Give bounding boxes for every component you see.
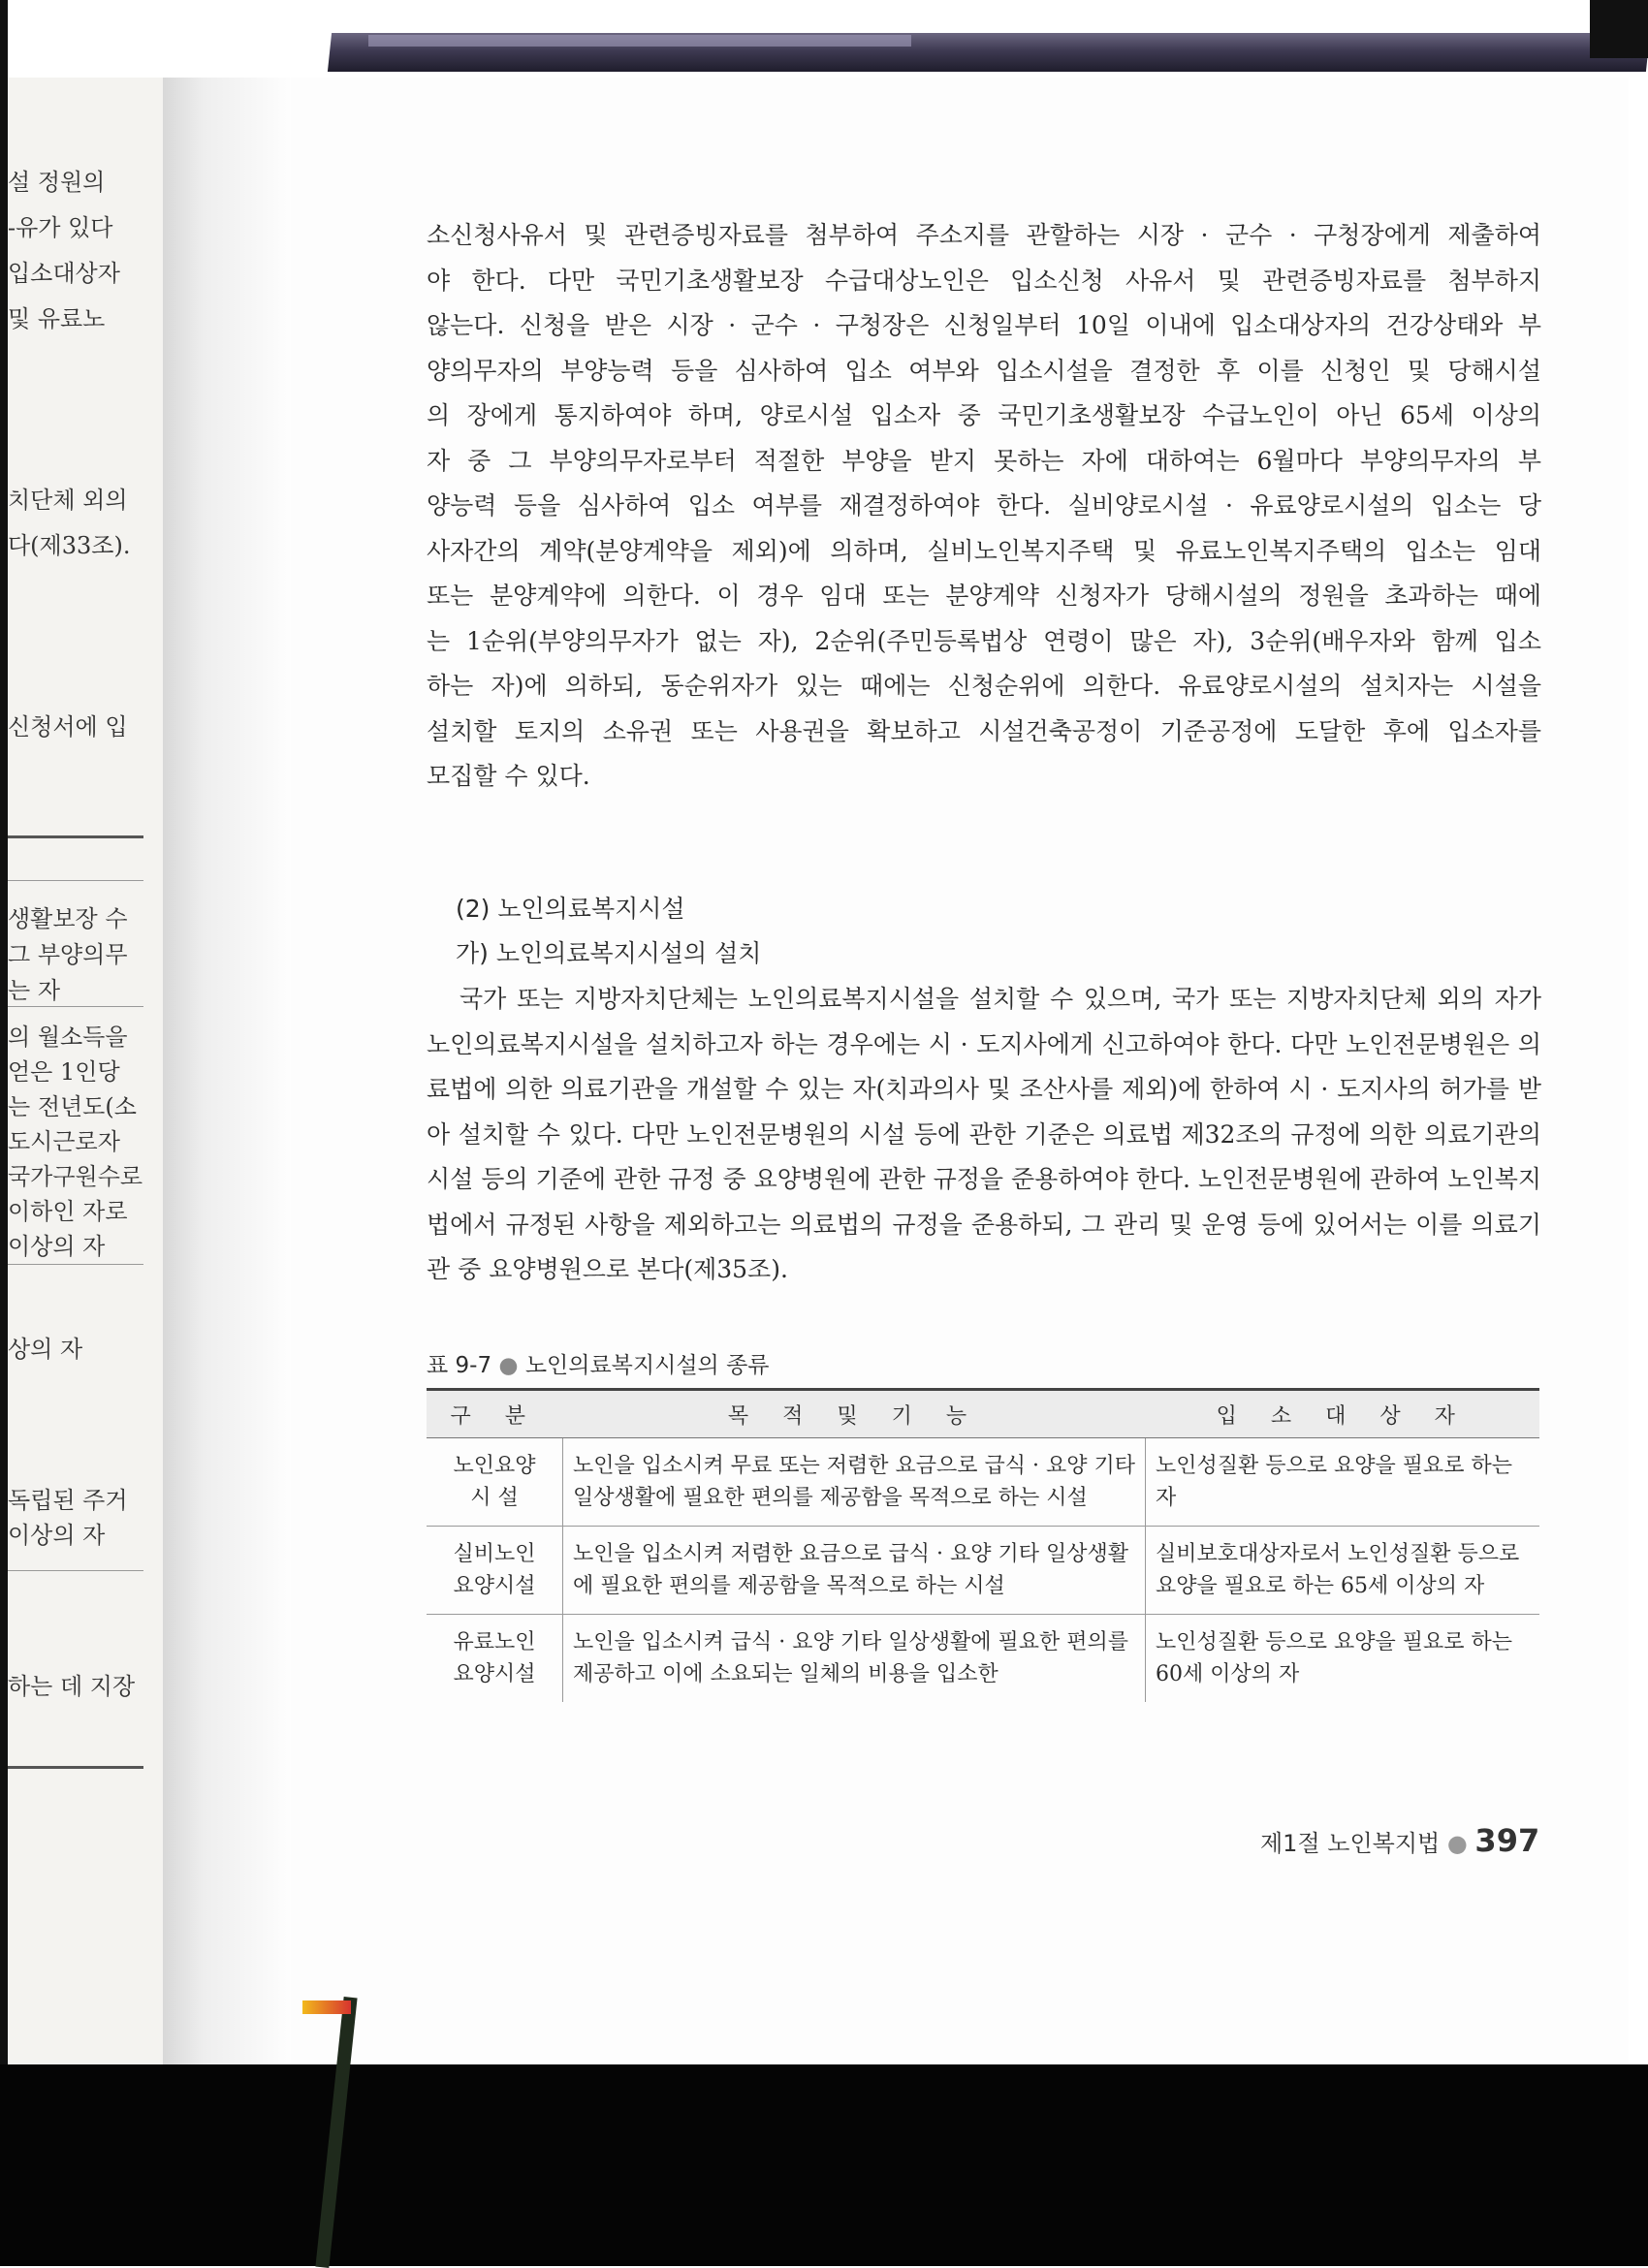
body-line: 는 1순위(부양의무자가 없는 자), 2순위(주민등록법상 연령이 많은 자), 3순위(배우자와 함께 입소 — [427, 626, 1541, 655]
table-number: 표 9-7 — [427, 1353, 492, 1378]
left-page-line: 생활보장 수 — [8, 905, 128, 932]
facility-types-table — [427, 1388, 1539, 1702]
table-row — [427, 1527, 1539, 1615]
cell-purpose: 노인을 입소시켜 저렴한 요금으로 급식 · 요양 기타 일상생활에 필요한 편의를 제공함을 목적으로 하는 시설 — [563, 1527, 1146, 1615]
left-page-line: 상의 자 — [8, 1336, 83, 1363]
body-line: 소신청사유서 및 관련증빙자료를 첨부하여 주소지를 관할하는 시장 · 군수 · 구청장에게 제출하여 — [427, 221, 1541, 249]
left-page-line: 도시근로자 — [8, 1128, 120, 1155]
body-line: 사자간의 계약(분양계약을 제외)에 의하며, 실비노인복지주택 및 유료노인복지주택의 입소는 임대 — [427, 536, 1541, 565]
cell-purpose: 노인을 입소시켜 급식 · 요양 기타 일상생활에 필요한 편의를 제공하고 이에 소요되는 일체의 비용을 입소한 — [563, 1615, 1146, 1703]
scan-edge-left — [0, 0, 8, 2064]
left-page-rule — [8, 1766, 143, 1769]
cell-purpose: 노인을 입소시켜 무료 또는 저렴한 요금으로 급식 · 요양 기타 일상생활에 필요한 편의를 제공함을 목적으로 하는 시설 — [563, 1438, 1146, 1527]
left-page-line: 신청서에 입 — [8, 713, 128, 740]
left-page-line: 다(제33조). — [8, 532, 131, 559]
cell-target: 노인성질환 등으로 요양을 필요로 하는 60세 이상의 자 — [1156, 1630, 1513, 1686]
left-page-rule — [8, 1264, 143, 1265]
left-page-line: 이하인 자로 — [8, 1198, 128, 1225]
left-page-line: 하는 데 지장 — [8, 1673, 136, 1700]
cell-category: 유료노인 요양시설 — [427, 1615, 563, 1703]
column-header-purpose: 목 적 및 기 능 — [563, 1390, 1146, 1438]
cell-target: 실비보호대상자로서 노인성질환 등으로 요양을 필요로 하는 65세 이상의 자 — [1146, 1527, 1540, 1615]
body-line: 모집할 수 있다. — [427, 762, 590, 790]
body-line: 또는 분양계약에 의한다. 이 경우 임대 또는 분양계약 신청자가 당해시설의 정원을 초과하는 때에 — [427, 582, 1541, 610]
left-page-line: 및 유료노 — [8, 305, 106, 332]
left-page-rule — [8, 880, 143, 881]
left-page-line: 의 월소득을 — [8, 1024, 128, 1051]
table-title: 노인의료복지시설의 종류 — [524, 1353, 770, 1378]
cell-category: 실비노인 요양시설 — [427, 1527, 563, 1615]
scan-corner — [1590, 0, 1648, 58]
headband — [302, 2000, 351, 2014]
section-heading: (2) 노인의료복지시설 — [456, 895, 685, 923]
left-page-line: 치단체 외의 — [8, 487, 128, 514]
body-line: 의 장에게 통지하여야 하며, 양로시설 입소자 중 국민기초생활보장 수급노인이 아닌 65세 이상의 — [427, 401, 1541, 429]
table-caption — [427, 1347, 770, 1379]
left-page-line: 국가구원수로 — [8, 1163, 143, 1190]
left-page-line: 독립된 주거 — [8, 1487, 128, 1514]
body-line: 자 중 그 부양의무자로부터 적절한 부양을 받지 못하는 자에 대하여는 6월마다 부양의무자의 부 — [427, 446, 1541, 475]
body-line: 설치할 토지의 소유권 또는 사용권을 확보하고 시설건축공정이 기준공정에 도달한 후에 입소자를 — [427, 716, 1541, 745]
column-header-target: 입 소 대 상 자 — [1146, 1390, 1540, 1438]
left-page-rule — [8, 1006, 143, 1007]
table-row — [427, 1438, 1539, 1527]
table-header-row — [427, 1390, 1539, 1438]
column-header-category: 구 분 — [427, 1390, 563, 1438]
left-page-line: 얻은 1인당 — [8, 1058, 120, 1086]
body-line: 야 한다. 다만 국민기초생활보장 수급대상노인은 입소신청 사유서 및 관련증빙자료를 첨부하지 — [427, 266, 1541, 295]
left-page-line: 이상의 자 — [8, 1233, 106, 1260]
left-page-line: 이상의 자 — [8, 1522, 106, 1549]
cell-category: 노인요양 시 설 — [427, 1438, 563, 1527]
book-cover-highlight — [368, 35, 911, 47]
body-line: 않는다. 신청을 받은 시장 · 군수 · 구청장은 신청일부터 10일 이내에 입소대상자의 건강상태와 부 — [427, 311, 1541, 339]
body-line: 양능력 등을 심사하여 입소 여부를 재결정하여야 한다. 실비양로시설 · 유료양로시설의 입소는 당 — [427, 491, 1541, 520]
scan-background — [0, 2064, 1648, 2266]
left-page-line: -유가 있다 — [8, 214, 113, 241]
body-line: 양의무자의 부양능력 등을 심사하여 입소 여부와 입소시설을 결정한 후 이를 신청인 및 당해시설 — [427, 356, 1541, 385]
left-page-rule — [8, 835, 143, 838]
subsection-heading: 가) 노인의료복지시설의 설치 — [456, 939, 762, 967]
table-row — [427, 1615, 1539, 1703]
page-number: 397 — [1474, 1822, 1540, 1859]
left-page-line: 는 전년도(소 — [8, 1093, 137, 1120]
bullet-icon: ● — [1446, 1830, 1468, 1857]
body-paragraph-2: 국가 또는 지방자치단체는 노인의료복지시설을 설치할 수 있으며, 국가 또는 지방자치단체 외의 자가 노인의료복지시설을 설치하고자 하는 경우에는 시 · 도지사에게 신고하여야 한다. 다만 노인전문병원은 의료법에 의한 의료기관을 개설할 수 있는 자(치과의사 및 조산사를 제외)에 한하여 시 · 도지사의 허가를 받아 설치할 수 있다. 다만 노인전문병원의 시설 등에 관한 기준은 의료법 제32조의 규정에 의한 의료기관의 시설 등의 기준에 관한 규정 중 요양병원에 관한 규정을 준용하여야 한다. 노인전문병원에 관하여 노인복지법에서 규정된 사항을 제외하고는 의료법의 규정을 준용하되, 그 관리 및 운영 등에 있어서는 이를 의료기관 중 요양병원으로 본다(제35조). — [427, 985, 1541, 1283]
left-page-rule — [8, 1570, 143, 1571]
book-gutter — [163, 78, 299, 2064]
cell-target: 노인성질환 등으로 요양을 필요로 하는 자 — [1146, 1438, 1540, 1527]
left-page-line: 설 정원의 — [8, 169, 106, 196]
left-page-line: 그 부양의무 — [8, 941, 128, 968]
body-line: 하는 자)에 의하되, 동순위자가 있는 때에는 신청순위에 의한다. 유료양로시설의 설치자는 시설을 — [427, 672, 1541, 700]
previous-page — [8, 78, 164, 2064]
left-page-line: 는 자 — [8, 977, 60, 1004]
page-footer — [1260, 1822, 1539, 1859]
body-paragraph-1 — [427, 213, 1541, 800]
left-page-line: 입소대상자 — [8, 260, 120, 287]
bullet-icon: ● — [498, 1353, 519, 1378]
running-footer-section: 제1절 노인복지법 — [1260, 1830, 1441, 1857]
